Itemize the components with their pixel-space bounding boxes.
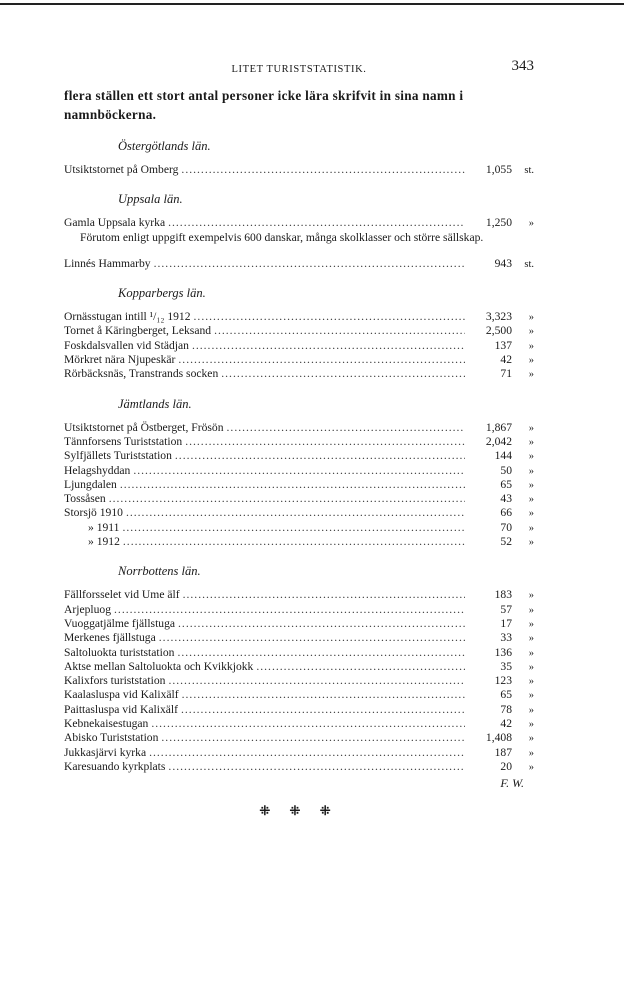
entry-value: 20 (500, 759, 512, 773)
entry-name: Karesuando kyrkplats (64, 759, 166, 773)
entry-unit: » (528, 451, 534, 463)
county-section (64, 191, 534, 271)
section-note (64, 231, 534, 245)
dot-leader (178, 617, 465, 631)
county-section (64, 285, 534, 381)
entry-value: 2,042 (485, 434, 512, 448)
entry-unit: » (528, 676, 534, 688)
entry-value: 17 (500, 616, 512, 630)
author-signature: F. W. (500, 776, 524, 791)
table-row (64, 464, 534, 478)
entry-name: Tornet å Käringberget, Leksand (64, 324, 212, 338)
dot-leader (114, 603, 465, 617)
entry-unit: » (528, 690, 534, 702)
section-heading: Norrbottens län. (118, 564, 201, 579)
dot-leader (154, 257, 465, 271)
entry-unit: » (528, 326, 534, 338)
entry-name: Vuoggatjälme fjällstuga (64, 616, 176, 630)
table-row (64, 421, 534, 435)
dot-leader (181, 163, 465, 177)
entry-name: Merkenes fjällstuga (64, 631, 156, 645)
entry-name: Kaalasluspa vid Kalixälf (64, 688, 179, 702)
entry-value: 65 (500, 688, 512, 702)
section-heading: Jämtlands län. (118, 396, 192, 411)
entry-unit: » (528, 590, 534, 602)
table-row (64, 449, 534, 463)
entry-value: 1,408 (485, 731, 512, 745)
dot-leader (133, 464, 465, 478)
entry-unit: » (528, 465, 534, 477)
table-row (64, 631, 534, 645)
entry-value: 2,500 (485, 324, 512, 338)
top-rule (0, 3, 624, 5)
section-heading: Östergötlands län. (118, 139, 211, 153)
entry-unit: » (528, 747, 534, 759)
county-section (64, 138, 534, 177)
entry-value: 70 (500, 520, 512, 534)
dot-leader (168, 216, 465, 230)
intro-paragraph: flera ställen ett stort antal personer icke lära skrifvit in sina namn i namnböckerna. (64, 88, 464, 122)
entry-value: 137 (494, 338, 512, 352)
page-header (64, 56, 534, 80)
end-ornament: ⁜ ⁜ ⁜ (259, 803, 339, 819)
entry-unit: » (528, 436, 534, 448)
table-row (64, 717, 534, 731)
table-row (64, 257, 534, 271)
dot-leader (194, 310, 465, 324)
entry-value: 50 (500, 463, 512, 477)
dot-leader (109, 492, 465, 506)
entry-name: Rörbäcksnäs, Transtrands socken (64, 367, 219, 381)
dot-leader (227, 421, 465, 435)
table-row (64, 367, 534, 381)
table-row (64, 324, 534, 338)
spacer (64, 245, 534, 257)
table-row (64, 746, 534, 760)
table-row (64, 731, 534, 745)
entry-name: Arjepluog (64, 602, 112, 616)
entry-name: Utsiktstornet på Östberget, Frösön (64, 420, 224, 434)
section-heading: Kopparbergs län. (118, 286, 206, 301)
entry-value: 187 (494, 745, 512, 759)
entry-value: 3,323 (485, 310, 512, 324)
page-number: 343 (511, 58, 534, 74)
entry-value: 52 (500, 535, 512, 549)
entry-unit: » (528, 661, 534, 673)
dot-leader (183, 588, 465, 602)
table-row (64, 617, 534, 631)
entry-value: 1,867 (485, 420, 512, 434)
dot-leader (221, 367, 465, 381)
entry-value: 943 (494, 256, 512, 270)
entry-name: Utsiktstornet på Omberg (64, 163, 179, 176)
dot-leader (149, 746, 465, 760)
entry-unit: » (528, 312, 534, 324)
entry-unit: » (528, 633, 534, 645)
entry-name: Kebnekaisestugan (64, 717, 149, 731)
dot-leader (214, 324, 465, 338)
entry-unit: » (528, 422, 534, 434)
entry-unit: » (528, 508, 534, 520)
entry-value: 1,250 (485, 216, 512, 230)
dot-leader (161, 731, 465, 745)
table-row (64, 163, 534, 177)
statistics-sections (64, 138, 534, 774)
dot-leader (123, 535, 465, 549)
entry-name: Mörkret nära Njupeskär (64, 353, 176, 367)
table-row (64, 506, 534, 520)
table-row (64, 603, 534, 617)
entry-value: 136 (494, 645, 512, 659)
entry-value: 71 (500, 367, 512, 381)
note-text: Förutom enligt uppgift exempelvis 600 danskar, många skolklasser och större sällskap. (80, 230, 484, 244)
entry-unit: » (528, 369, 534, 381)
table-row (64, 660, 534, 674)
entry-value: 65 (500, 477, 512, 491)
entry-value: 1,055 (485, 163, 512, 176)
table-row (64, 492, 534, 506)
running-title: LITET TURISTSTATISTIK. (231, 64, 367, 75)
entry-value: 42 (500, 353, 512, 367)
entry-unit: st. (524, 165, 534, 176)
table-row (64, 674, 534, 688)
entry-name: Gamla Uppsala kyrka (64, 216, 166, 230)
entry-unit: » (528, 479, 534, 491)
entry-name: Aktse mellan Saltoluokta och Kvikkjokk (64, 659, 254, 673)
dot-leader (122, 521, 465, 535)
entry-value: 33 (500, 631, 512, 645)
entry-name: Kalixfors turiststation (64, 674, 166, 688)
entry-unit: » (528, 647, 534, 659)
section-heading: Uppsala län. (118, 192, 183, 207)
table-row (64, 521, 534, 535)
dot-leader (185, 435, 465, 449)
entry-name: Storsjö 1910 (64, 506, 123, 520)
dot-leader (151, 717, 465, 731)
table-row (64, 435, 534, 449)
entry-value: 183 (494, 588, 512, 602)
entry-unit: » (528, 522, 534, 534)
table-row (64, 588, 534, 602)
entry-value: 78 (500, 702, 512, 716)
dot-leader (126, 506, 465, 520)
dot-leader (181, 703, 465, 717)
entry-unit: » (528, 761, 534, 773)
table-row (64, 703, 534, 717)
entry-unit: » (528, 618, 534, 630)
table-row (64, 310, 534, 324)
county-section (64, 396, 534, 550)
entry-unit: » (528, 340, 534, 352)
table-row (64, 216, 534, 230)
entry-name: » 1912 (88, 535, 120, 549)
table-row (64, 535, 534, 549)
entry-unit: » (528, 604, 534, 616)
dot-leader (177, 646, 465, 660)
dot-leader (256, 660, 465, 674)
entry-name: » 1911 (88, 520, 120, 534)
entry-name: Linnés Hammarby (64, 256, 151, 270)
table-row (64, 646, 534, 660)
entry-name: Foskdalsvallen vid Städjan (64, 338, 189, 352)
table-row (64, 688, 534, 702)
entry-name: Saltoluokta turiststation (64, 645, 175, 659)
entry-unit: » (528, 719, 534, 731)
dot-leader (168, 674, 465, 688)
entry-name: Jukkasjärvi kyrka (64, 745, 147, 759)
entry-value: 57 (500, 602, 512, 616)
entry-value: 66 (500, 506, 512, 520)
dot-leader (168, 760, 465, 774)
table-row (64, 353, 534, 367)
dot-leader (192, 339, 465, 353)
entry-unit: » (528, 218, 534, 230)
entry-unit: » (528, 355, 534, 367)
entry-value: 144 (494, 449, 512, 463)
entry-name: Tossåsen (64, 492, 106, 506)
table-row (64, 478, 534, 492)
entry-value: 43 (500, 492, 512, 506)
entry-name: Paittasluspa vid Kalixälf (64, 702, 178, 716)
entry-unit: » (528, 494, 534, 506)
entry-unit: st. (524, 258, 534, 270)
dot-leader (175, 449, 465, 463)
entry-name: Abisko Turiststation (64, 731, 159, 745)
dot-leader (159, 631, 465, 645)
entry-unit: » (528, 704, 534, 716)
dot-leader (182, 688, 465, 702)
entry-value: 123 (494, 674, 512, 688)
dot-leader (120, 478, 465, 492)
entry-unit: » (528, 537, 534, 549)
entry-name: Helagshyddan (64, 463, 131, 477)
entry-name: Tännforsens Turiststation (64, 434, 183, 448)
entry-name: Fällforsselet vid Ume älf (64, 588, 180, 602)
county-section (64, 563, 534, 774)
entry-value: 35 (500, 659, 512, 673)
dot-leader (178, 353, 465, 367)
table-row (64, 760, 534, 774)
table-row (64, 339, 534, 353)
entry-name: Ljungdalen (64, 477, 117, 491)
book-page (64, 56, 534, 819)
entry-unit: » (528, 733, 534, 745)
entry-value: 42 (500, 717, 512, 731)
entry-name: Sylfjällets Turiststation (64, 449, 172, 463)
entry-name: Ornässtugan intill ¹/₁₂ 1912 (64, 310, 191, 324)
